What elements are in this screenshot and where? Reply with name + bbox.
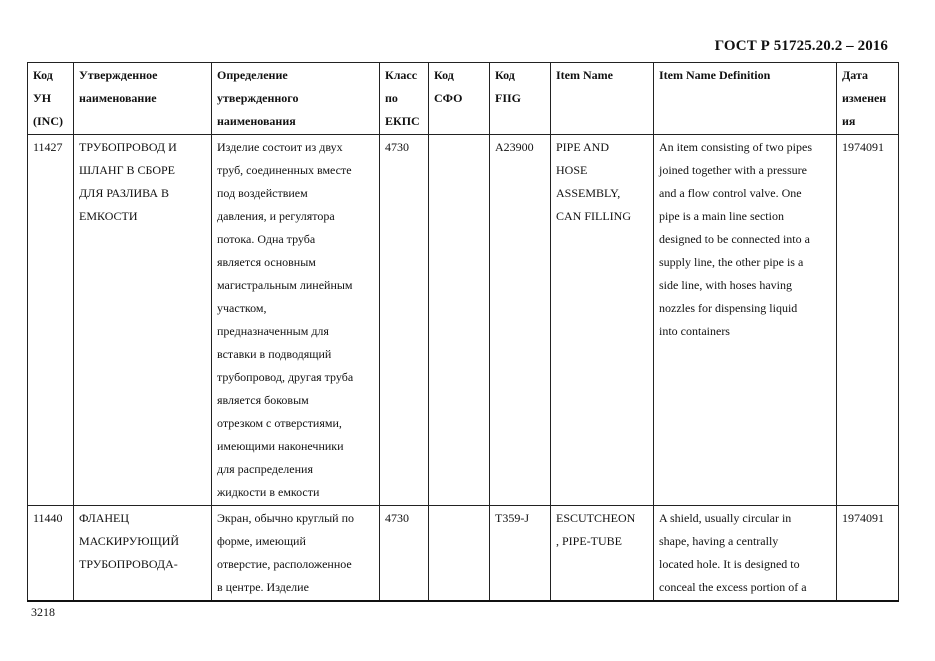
cell-line: отрезком с отверстиями, <box>217 416 342 430</box>
cell-line: магистральным линейным <box>217 278 353 292</box>
cell-line: под воздействием <box>217 186 308 200</box>
cell-line: жидкости в емкости <box>217 485 320 499</box>
column-header-line: наименования <box>217 114 296 128</box>
cell-line: ДЛЯ РАЗЛИВА В <box>79 186 170 200</box>
table-row <box>28 506 899 602</box>
change-date-cell: 1974091 <box>837 506 899 602</box>
column-header-line: СФО <box>434 91 463 105</box>
column-header-line: Код <box>33 68 53 82</box>
column-header-line: изменен <box>842 91 887 105</box>
cell-line: ESCUTCHEON <box>556 511 636 525</box>
cell-line: ЕМКОСТИ <box>79 209 138 223</box>
column-header-line: утвержденного <box>217 91 299 105</box>
item-name-cell <box>551 506 654 602</box>
item-name-cell <box>551 135 654 506</box>
cell-line: форме, имеющий <box>217 534 306 548</box>
cell-line: для распределения <box>217 462 313 476</box>
column-header-line: Утвержденное <box>79 68 158 82</box>
cell-line: потока. Одна труба <box>217 232 316 246</box>
column-header-line: (INC) <box>33 114 63 128</box>
column-header-line: Item Name Definition <box>659 68 771 82</box>
cell-line: предназначенным для <box>217 324 329 338</box>
column-header-line: FIIG <box>495 91 522 105</box>
cell-line: ТРУБОПРОВОД И <box>79 140 177 154</box>
column-header-line: Дата <box>842 68 868 82</box>
document-header: ГОСТ Р 51725.20.2 – 2016 <box>714 38 888 54</box>
column-header <box>490 63 551 135</box>
cell-line: ФЛАНЕЦ <box>79 511 130 525</box>
cell-line: ШЛАНГ В СБОРЕ <box>79 163 175 177</box>
inc-code-cell: 11427 <box>28 135 74 506</box>
cell-line: труб, соединенных вместе <box>217 163 352 177</box>
column-header-line: ия <box>842 114 856 128</box>
item-registry-table <box>27 62 899 602</box>
column-header <box>429 63 490 135</box>
cell-line: , PIPE-TUBE <box>556 534 622 548</box>
cell-line: ASSEMBLY, <box>556 186 621 200</box>
sfo-code-cell <box>429 135 490 506</box>
cell-line: designed to be connected into a <box>659 232 810 246</box>
cell-line: pipe is a main line section <box>659 209 784 223</box>
cell-line: conceal the excess portion of a <box>659 580 807 594</box>
cell-line: вставки в подводящий <box>217 347 332 361</box>
class-ekps-cell: 4730 <box>380 506 429 602</box>
cell-line: side line, with hoses having <box>659 278 792 292</box>
cell-line: PIPE AND <box>556 140 610 154</box>
cell-line: МАСКИРУЮЩИЙ <box>79 534 180 548</box>
column-header <box>380 63 429 135</box>
cell-line: трубопровод, другая труба <box>217 370 354 384</box>
cell-line: Экран, обычно круглый по <box>217 511 355 525</box>
column-header <box>837 63 899 135</box>
cell-line: supply line, the other pipe is a <box>659 255 804 269</box>
table-header-row <box>28 63 899 135</box>
cell-line: located hole. It is designed to <box>659 557 800 571</box>
cell-line: into containers <box>659 324 730 338</box>
column-header-line: ЕКПС <box>385 114 420 128</box>
cell-line: участком, <box>217 301 267 315</box>
cell-line: CAN FILLING <box>556 209 631 223</box>
cell-line: shape, having a centrally <box>659 534 779 548</box>
column-header-line: Определение <box>217 68 288 82</box>
fiig-code-cell: A23900 <box>490 135 551 506</box>
column-header-line: по <box>385 91 398 105</box>
class-ekps-cell: 4730 <box>380 135 429 506</box>
column-header-line: Класс <box>385 68 418 82</box>
cell-line: отверстие, расположенное <box>217 557 352 571</box>
column-header <box>28 63 74 135</box>
cell-line: A shield, usually circular in <box>659 511 792 525</box>
cell-line: ТРУБОПРОВОДА- <box>79 557 178 571</box>
cell-line: joined together with a pressure <box>659 163 807 177</box>
column-header <box>74 63 212 135</box>
cell-line: An item consisting of two pipes <box>659 140 812 154</box>
cell-line: Изделие состоит из двух <box>217 140 343 154</box>
cell-line: HOSE <box>556 163 588 177</box>
table-row <box>28 135 899 506</box>
column-header-line: наименование <box>79 91 157 105</box>
cell-line: является боковым <box>217 393 309 407</box>
definition-en-cell <box>654 135 837 506</box>
cell-line: имеющими наконечники <box>217 439 344 453</box>
definition-ru-cell <box>212 506 380 602</box>
cell-line: является основным <box>217 255 316 269</box>
column-header <box>551 63 654 135</box>
change-date-cell: 1974091 <box>837 135 899 506</box>
column-header-line: Код <box>434 68 454 82</box>
page-number: 3218 <box>31 605 55 619</box>
cell-line: в центре. Изделие <box>217 580 309 594</box>
column-header <box>654 63 837 135</box>
fiig-code-cell: T359-J <box>490 506 551 602</box>
cell-line: давления, и регулятора <box>217 209 335 223</box>
definition-en-cell <box>654 506 837 602</box>
column-header <box>212 63 380 135</box>
cell-line: and a flow control valve. One <box>659 186 802 200</box>
column-header-line: УН <box>33 91 52 105</box>
cell-line: nozzles for dispensing liquid <box>659 301 798 315</box>
approved-name-cell <box>74 506 212 602</box>
approved-name-cell <box>74 135 212 506</box>
column-header-line: Item Name <box>556 68 613 82</box>
sfo-code-cell <box>429 506 490 602</box>
inc-code-cell: 11440 <box>28 506 74 602</box>
column-header-line: Код <box>495 68 515 82</box>
definition-ru-cell <box>212 135 380 506</box>
